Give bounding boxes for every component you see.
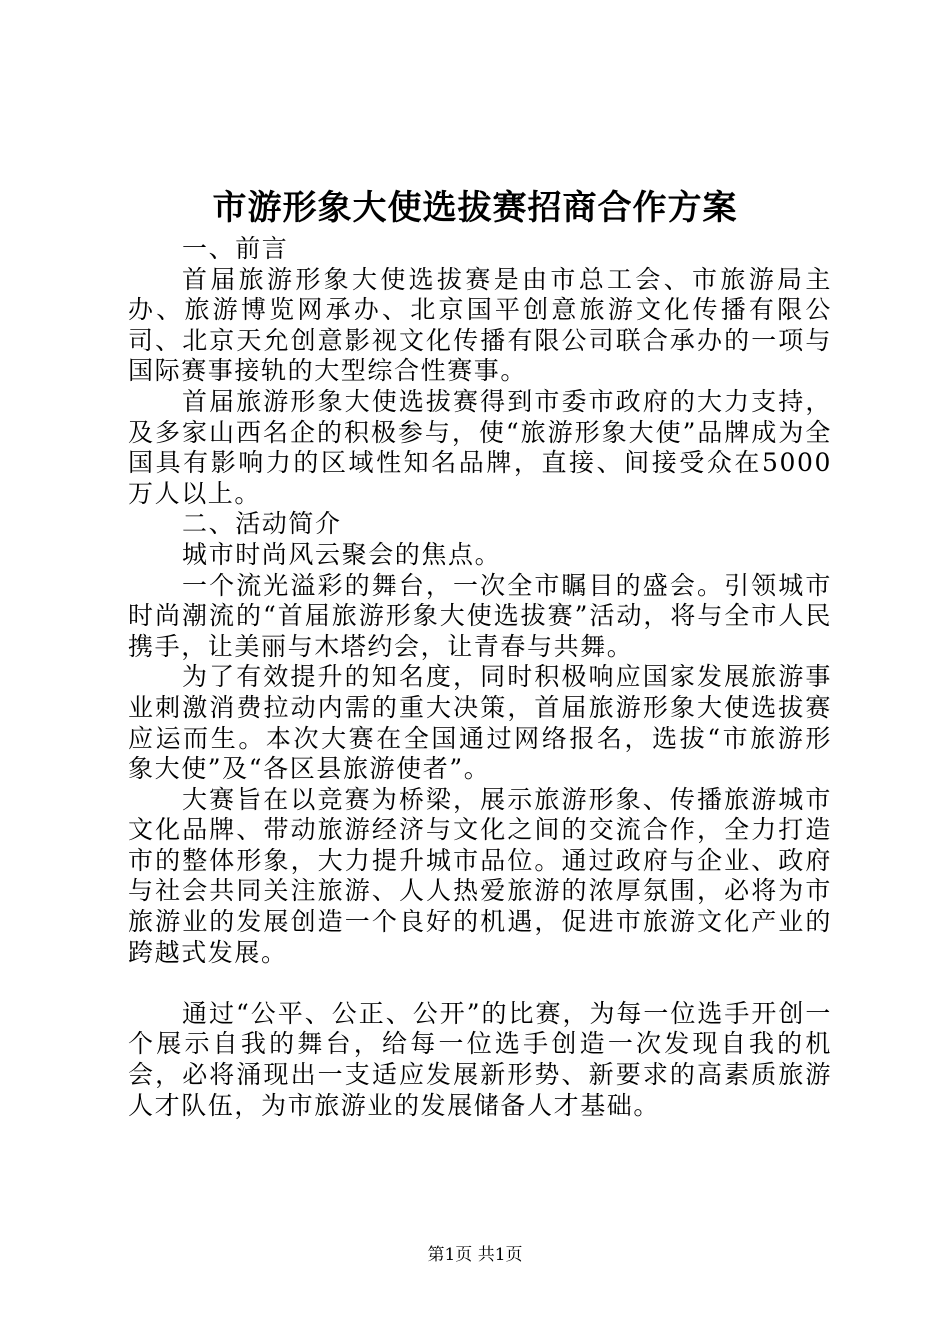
paragraph: 首届旅游形象大使选拔赛是由市总工会、市旅游局主办、旅游博览网承办、北京国平创意旅游文化传播有限公司、北京天允创意影视文化传播有限公司联合承办的一项与国际赛事接轨的大型综合性赛事。 bbox=[128, 264, 832, 386]
page-footer: 第1页 共1页 bbox=[427, 1245, 523, 1265]
section-heading-preface: 一、前言 bbox=[182, 234, 289, 263]
paragraph: 为了有效提升的知名度，同时积极响应国家发展旅游事业刺激消费拉动内需的重大决策，首届旅游形象大使选拔赛应运而生。本次大赛在全国通过网络报名，选拔“市旅游形象大使”及“各区县旅游使者”。 bbox=[128, 662, 832, 784]
paragraph: 通过“公平、公正、公开”的比赛，为每一位选手开创一个展示自我的舞台，给每一位选手创造一次发现自我的机会，必将涌现出一支适应发展新形势、新要求的高素质旅游人才队伍，为市旅游业的发展储备人才基础。 bbox=[128, 998, 832, 1120]
paragraph: 城市时尚风云聚会的焦点。 bbox=[182, 539, 502, 569]
paragraph: 大赛旨在以竞赛为桥梁，展示旅游形象、传播旅游城市文化品牌、带动旅游经济与文化之间的交流合作，全力打造市的整体形象，大力提升城市品位。通过政府与企业、政府与社会共同关注旅游、人人热爱旅游的浓厚氛围，必将为市旅游业的发展创造一个良好的机遇，促进市旅游文化产业的跨越式发展。 bbox=[128, 784, 832, 967]
document-body bbox=[128, 234, 832, 1121]
paragraph: 首届旅游形象大使选拔赛得到市委市政府的大力支持，及多家山西名企的积极参与，使“旅游形象大使”品牌成为全国具有影响力的区域性知名品牌，直接、间接受众在5000万人以上。 bbox=[128, 386, 832, 508]
document-title: 市游形象大使选拔赛招商合作方案 bbox=[212, 188, 738, 228]
section-heading-activity: 二、活动简介 bbox=[182, 509, 342, 539]
paragraph: 一个流光溢彩的舞台，一次全市瞩目的盛会。引领城市时尚潮流的“首届旅游形象大使选拔赛”活动，将与全市人民携手，让美丽与木塔约会，让青春与共舞。 bbox=[128, 570, 832, 661]
